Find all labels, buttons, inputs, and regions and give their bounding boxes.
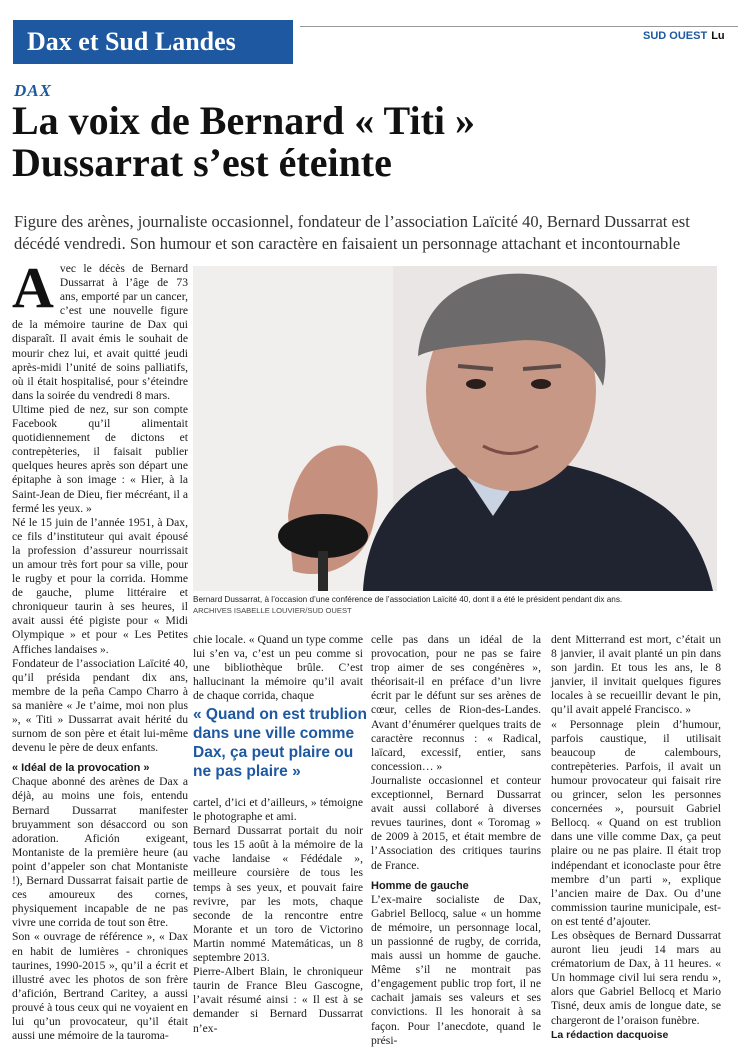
drop-cap: A	[12, 255, 54, 320]
column-3	[371, 633, 541, 1048]
headline	[12, 100, 732, 184]
paragraph: vec le décès de Bernard Dussarrat à l’âge de 73 ans, emporté par un cancer, c’est une nouvelle figure de la mémoire taurine de Dax qui disparaît. Il avait émis le souhait de mourir chez lui, et avait quitté jeudi après-midi l’unité de soins palliatifs, où il était hospitalisé, pour s’éteindre dans la soirée du vendredi 8 mars.	[12, 262, 188, 402]
paragraph: « Personnage plein d’humour, parfois caustique, il utilisait beaucoup de calembours, contrepèteries. Parfois, il avait un humour provocateur qui faisait rire ou grincer, selon les personnes concernées », poursuit Gabriel Bellocq. « Quand on est trublion dans une ville comme Dax, ça peut plaire ou ne pas plaire. Il était trop indépendant et iconoclaste pour être membre d’un parti », explique l’ancien maire de Dax. Ou d’une commission taurine municipale, est-on est tenté d’ajouter.	[551, 717, 721, 928]
photo-credit: ARCHIVES ISABELLE LOUVIER/SUD OUEST	[193, 606, 352, 615]
headline-line-2: Dussarrat s’est éteinte	[12, 140, 392, 185]
column-2-bottom	[193, 796, 363, 1036]
portrait-illustration	[193, 266, 717, 591]
top-rule	[300, 26, 738, 27]
paragraph: Journaliste occasionnel et conteur exceptionnel, Bernard Dussarrat avait aussi collaboré à diverses revues taurines, dont « Toromag » de 2009 à 2015, et était membre de l’Association des critiques taurins de France.	[371, 773, 541, 872]
masthead	[643, 30, 725, 42]
paragraph: Chaque abonné des arènes de Dax a déjà, au moins une fois, entendu Bernard Dussarrat manifester bruyamment son désaccord ou son adoration. Afición exigeant, Montaniste de la première heure (au point d’appeler son chat Montaniste !), Bernard Dussarrat faisait partie de ces amoureux des cornes, physiquement incapable de ne pas vivre une corrida de tout son être.	[12, 775, 188, 930]
paragraph: celle pas dans un idéal de la provocation, pour ne pas se faire trop aimer de ses congénères », théorisait-il en préface d’un livre écrit par le défunt sur ses arènes de cœur, celles de Rion-des-Landes. Avant d’énumérer quelques traits de caractère reconnus : « Radical, laïcard, excessif, entier, sans concession… »	[371, 633, 541, 773]
paragraph: Les obsèques de Bernard Dussarrat auront lieu jeudi 14 mars au crématorium de Dax, à 11 heures. « Un hommage civil lui sera rendu », alors que Gabriel Bellocq et Mario Tisné, deux amis de longue date, se chargeront de l’oraison funèbre.	[551, 928, 721, 1027]
paragraph: Bernard Dussarrat portait du noir tous les 15 août à la mémoire de la vache landaise « Fédédale », meilleure coursière de tous les temps à ses yeux, et pouvait faire revivre, par les mots, chaque seconde de la rencontre entre Morante et un toro de Victorino Martin nommé Matemáticas, un 8 septembre 2013.	[193, 824, 363, 965]
pull-quote: « Quand on est trublion dans une ville comme Dax, ça peut plaire ou ne pas plaire »	[193, 706, 367, 780]
byline-signature: La rédaction dacquoise	[551, 1028, 669, 1041]
column-2-top	[193, 633, 363, 703]
subhead-ideal: « Idéal de la provocation »	[12, 762, 150, 775]
portrait-photo	[193, 266, 717, 591]
headline-line-1: La voix de Bernard « Titi »	[12, 98, 476, 143]
column-1	[12, 255, 188, 1043]
paragraph: Pierre-Albert Blain, le chroniqueur taurin de France Bleu Gascogne, l’avait résumé ainsi : « Il est à se demander si Bernard Dussarrat n’ex-	[193, 965, 363, 1035]
paragraph: dent Mitterrand est mort, c’était un 8 janvier, il avait planté un pin dans son jardin. Et tous les ans, le 8 janvier, il invitait quelques figures locales à se recueillir devant le pin, qu’il avait appelé Francisco. »	[551, 633, 721, 717]
paragraph: chie locale. « Quand un type comme lui s’en va, c’est un peu comme si une bibliothèque brûle. C’est hallucinant la mémoire qu’il avait de chaque corrida, chaque	[193, 633, 363, 703]
paragraph: cartel, d’ici et d’ailleurs, » témoigne le photographe et ami.	[193, 796, 363, 824]
column-4	[551, 633, 721, 1042]
paragraph: L’ex-maire socialiste de Dax, Gabriel Bellocq, salue « un homme de mémoire, un personnage local, un passionné de rugby, de corrida, mais aussi un homme de gauche. Même s’il ne montrait pas d’engagement public trop fort, il ne cachait jamais ses valeurs et ses convictions. Il les honorait à sa façon. Pour l’anecdote, quand le prési-	[371, 892, 541, 1047]
caption-text: Bernard Dussarrat, à l’occasion d’une conférence de l’association Laïcité 40, dont il a été le président pendant dix ans.	[193, 595, 623, 604]
paragraph: Son « ouvrage de référence », « Dax en habit de lumières - chroniques taurines, 1990-2015 », qu’il a écrit et illustré avec les photos de son frère d’afición, Bertrand Caritey, a aussi prouvé à tous ceux qui ne voyaient en lui qu’un provocateur, qu’il était aussi une mémoire de la tauroma-	[12, 930, 188, 1043]
paragraph: Né le 15 juin de l’année 1951, à Dax, ce fils d’instituteur qui avait épousé la profession d’assureur nourrissait un amour très fort pour sa ville, pour le rugby et pour la corrida. Homme de gauche, plume littéraire et chroniqueur taurin à ses heures, il avait aussi été pigiste pour « Midi Olympique » et pour « Les Petites Affiches landaises ».	[12, 515, 188, 656]
masthead-name: SUD OUEST	[643, 30, 708, 42]
paragraph: Ultime pied de nez, sur son compte Facebook qu’il alimentait quotidiennement de dictons et contrepèteries, il faisait publier quelques heures après son départ une épitaphe à son image : « Hier, à la Saint-Jean de Dieu, fier mécréant, il a fermé les yeux. »	[12, 402, 188, 515]
subhead-homme-de-gauche: Homme de gauche	[371, 879, 469, 892]
kicker: DAX	[14, 81, 52, 100]
masthead-day: Lu	[711, 30, 725, 42]
paragraph: Fondateur de l’association Laïcité 40, qu’il présida pendant dix ans, membre de la peña Campo Charro à sa manière « Je t’aime, moi non plus », « Titi » Dussarrat avait hérité du surnom de son père et était lui-même devenu le père de deux enfants.	[12, 656, 188, 755]
standfirst: Figure des arènes, journaliste occasionnel, fondateur de l’association Laïcité 40, Bernard Dussarrat est décédé vendredi. Son humour et son caractère en faisaient un personnage attachant et incontournable	[14, 212, 690, 253]
section-banner: Dax et Sud Landes	[13, 20, 293, 64]
photo-caption	[193, 594, 723, 616]
